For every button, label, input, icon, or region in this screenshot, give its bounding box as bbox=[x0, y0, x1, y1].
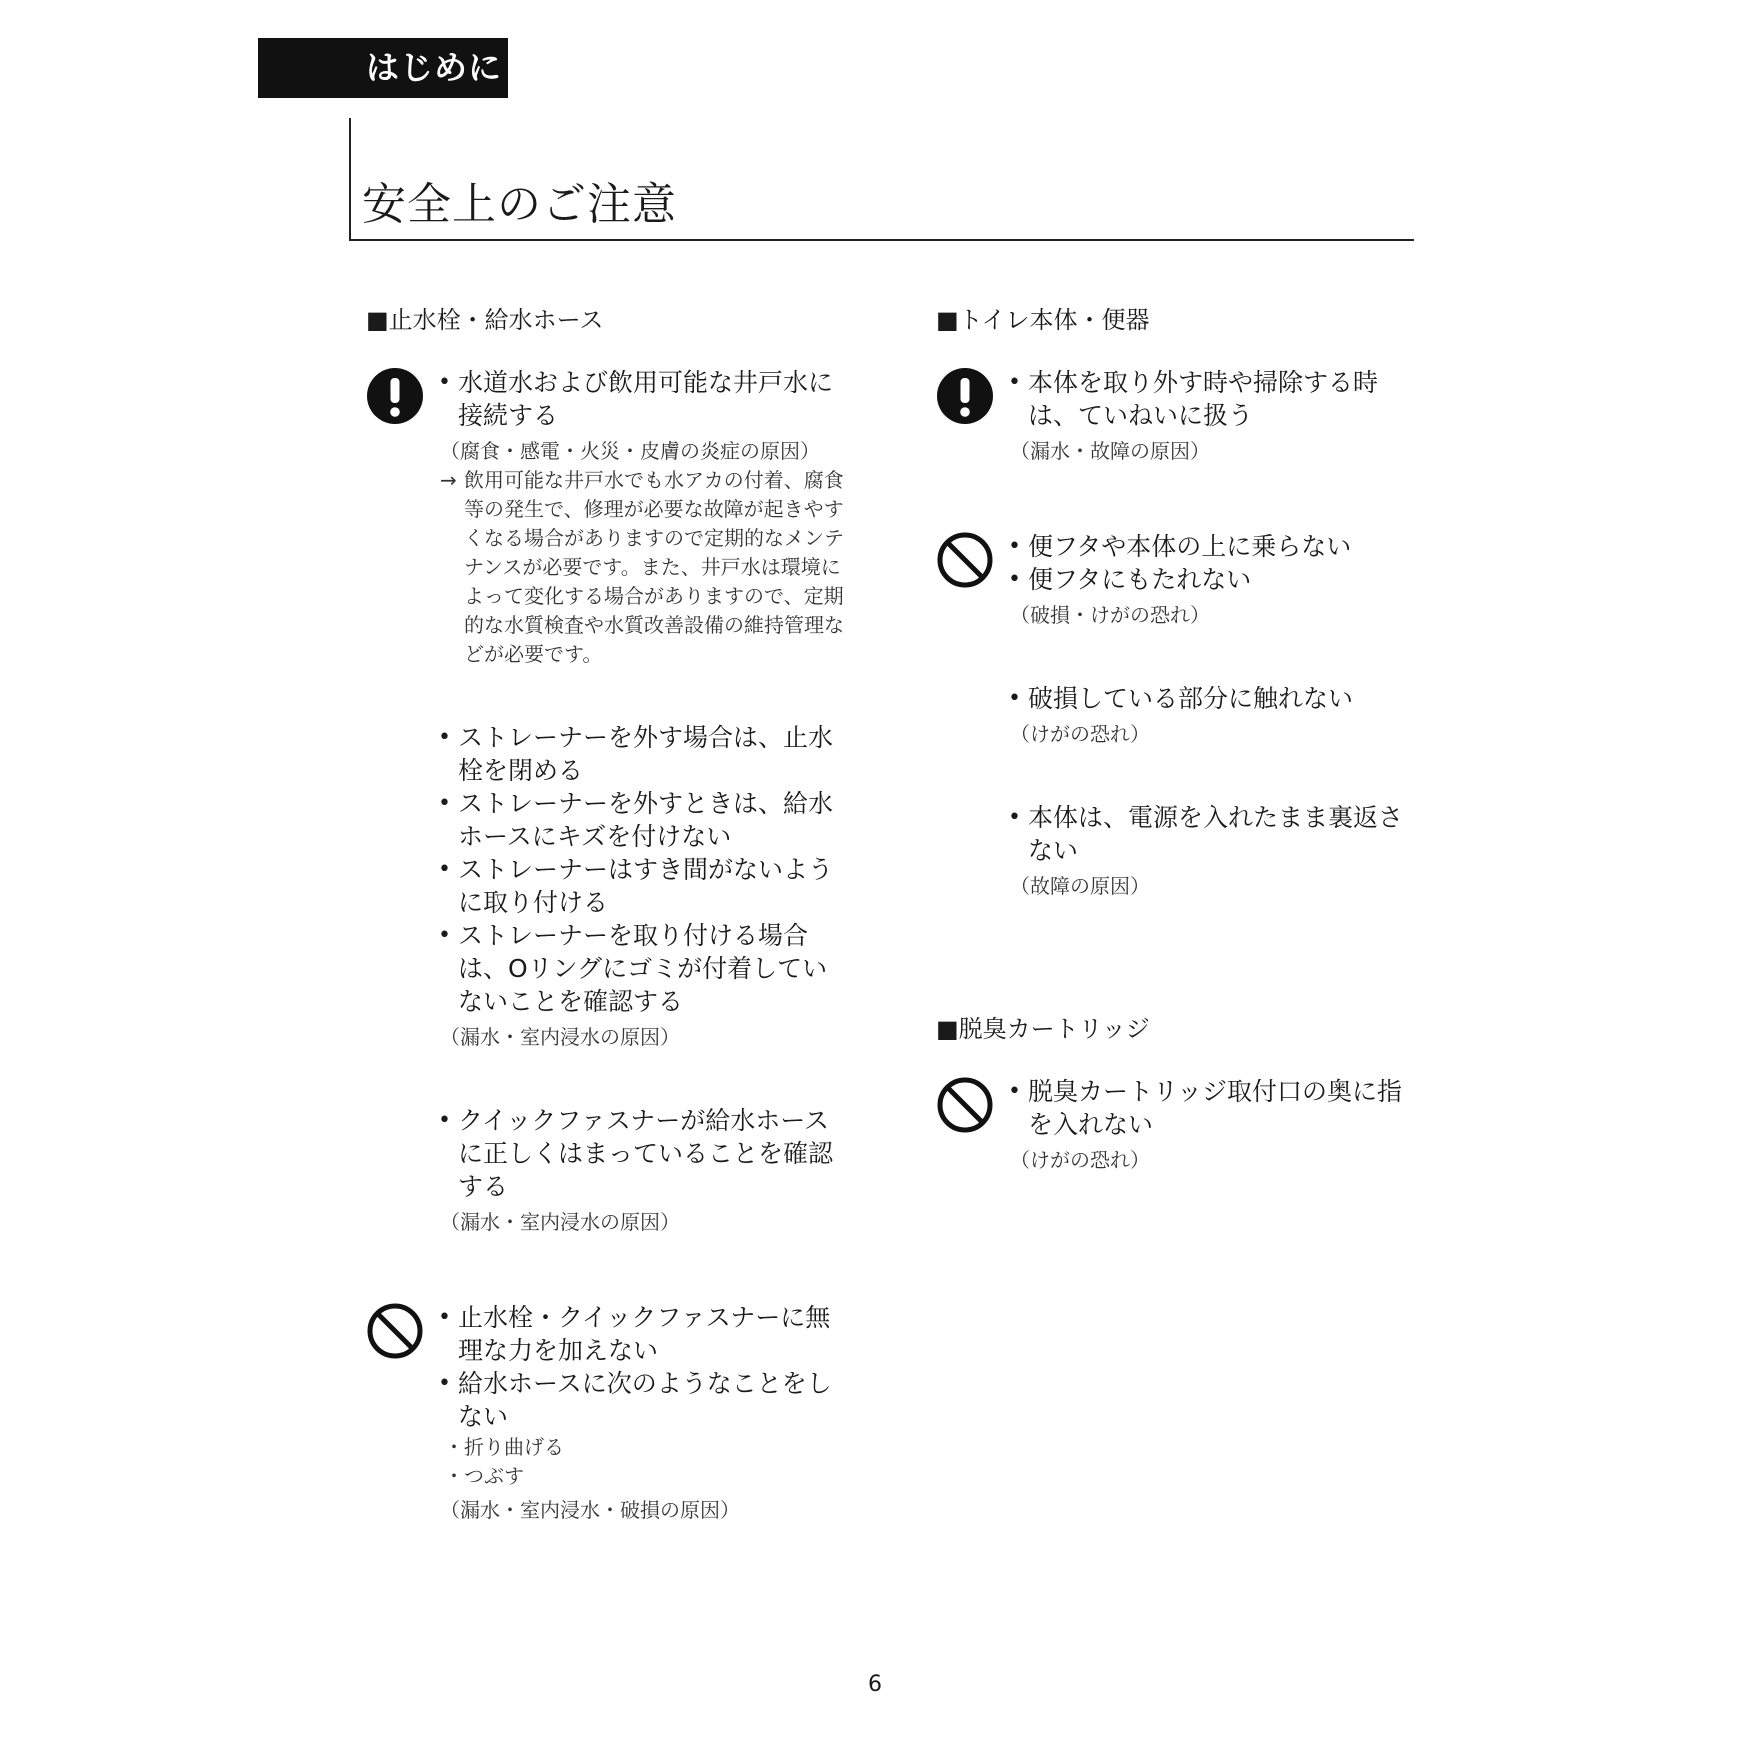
right-column bbox=[936, 300, 1422, 1175]
page-title: 安全上のご注意 bbox=[362, 179, 677, 230]
left-column bbox=[366, 300, 846, 1525]
cause-text: （けがの恐れ） bbox=[1010, 1148, 1150, 1172]
rule-quick-fastener bbox=[366, 1104, 846, 1237]
note-text: 飲用可能な井戸水でも水アカの付着、腐食等の発生で、修理が必要な故障が起きやすくなる場合がありますので定期的なメンテナンスが必要です。また、井戸水は環境によって変化する場合がありますので、定期的な水質検査や水質改善設備の維持管理などが必要です。 bbox=[464, 468, 844, 666]
rule-no-force bbox=[366, 1301, 846, 1525]
page-number: 6 bbox=[868, 1672, 882, 1697]
bullet-text: • ストレーナーはすき間がないように取り付ける bbox=[438, 853, 846, 919]
bullet-text: • 給水ホースに次のようなことをしない bbox=[438, 1367, 846, 1433]
cause-text: （漏水・故障の原因） bbox=[1010, 439, 1210, 463]
bullet-text: • 便フタにもたれない bbox=[1008, 563, 1422, 596]
rule-no-climbing bbox=[936, 530, 1422, 630]
arrow-glyph: → bbox=[440, 468, 457, 492]
title-bracket-vertical bbox=[349, 118, 351, 241]
cause-text: （腐食・感電・火災・皮膚の炎症の原因） bbox=[440, 439, 820, 463]
cause-text: （漏水・室内浸水・破損の原因） bbox=[440, 1498, 740, 1522]
cause-text: （漏水・室内浸水の原因） bbox=[440, 1210, 680, 1234]
section-tab bbox=[258, 38, 508, 98]
exclamation-icon bbox=[366, 367, 424, 425]
cause-text: （けがの恐れ） bbox=[1010, 722, 1150, 746]
rule-handle-carefully bbox=[936, 366, 1422, 466]
heading-toilet-body: ■トイレ本体・便器 bbox=[936, 306, 1150, 334]
cause-text: （故障の原因） bbox=[1010, 874, 1150, 898]
rule-no-touch-damaged bbox=[936, 682, 1422, 749]
bullet-text: • 脱臭カートリッジ取付口の奥に指を入れない bbox=[1008, 1075, 1422, 1141]
sub-item: ・つぶす bbox=[444, 1464, 524, 1488]
exclamation-icon bbox=[936, 367, 994, 425]
title-underline bbox=[349, 239, 1414, 241]
section-tab-label: はじめに bbox=[366, 48, 502, 87]
prohibition-icon bbox=[366, 1302, 424, 1360]
bullet-text: • ストレーナーを外す場合は、止水栓を閉める bbox=[438, 721, 846, 787]
bullet-text: • 水道水および飲用可能な井戸水に接続する bbox=[438, 366, 846, 432]
arrow-note bbox=[440, 466, 846, 669]
bullet-text: • 止水栓・クイックファスナーに無理な力を加えない bbox=[438, 1301, 846, 1367]
sub-item: ・折り曲げる bbox=[444, 1435, 564, 1459]
bullet-text: • クイックファスナーが給水ホースに正しくはまっていることを確認する bbox=[438, 1104, 846, 1203]
bullet-text: • ストレーナーを外すときは、給水ホースにキズを付けない bbox=[438, 787, 846, 853]
bullet-text: • ストレーナーを取り付ける場合は、Oリングにゴミが付着していないことを確認する bbox=[438, 919, 846, 1018]
bullet-text: • 本体は、電源を入れたまま裏返さない bbox=[1008, 801, 1422, 867]
bullet-text: • 便フタや本体の上に乗らない bbox=[1008, 530, 1422, 563]
rule-no-flip bbox=[936, 801, 1422, 901]
rule-no-fingers bbox=[936, 1075, 1422, 1175]
bullet-text: • 本体を取り外す時や掃除する時は、ていねいに扱う bbox=[1008, 366, 1422, 432]
rule-strainer bbox=[366, 721, 846, 1052]
cause-text: （破損・けがの恐れ） bbox=[1010, 603, 1210, 627]
heading-deodorizer: ■脱臭カートリッジ bbox=[936, 1015, 1150, 1043]
rule-connect-water bbox=[366, 366, 846, 669]
prohibition-icon bbox=[936, 1076, 994, 1134]
heading-faucet-hose: ■止水栓・給水ホース bbox=[366, 306, 604, 334]
prohibition-icon bbox=[936, 531, 994, 589]
bullet-text: • 破損している部分に触れない bbox=[1008, 682, 1422, 715]
cause-text: （漏水・室内浸水の原因） bbox=[440, 1025, 680, 1049]
